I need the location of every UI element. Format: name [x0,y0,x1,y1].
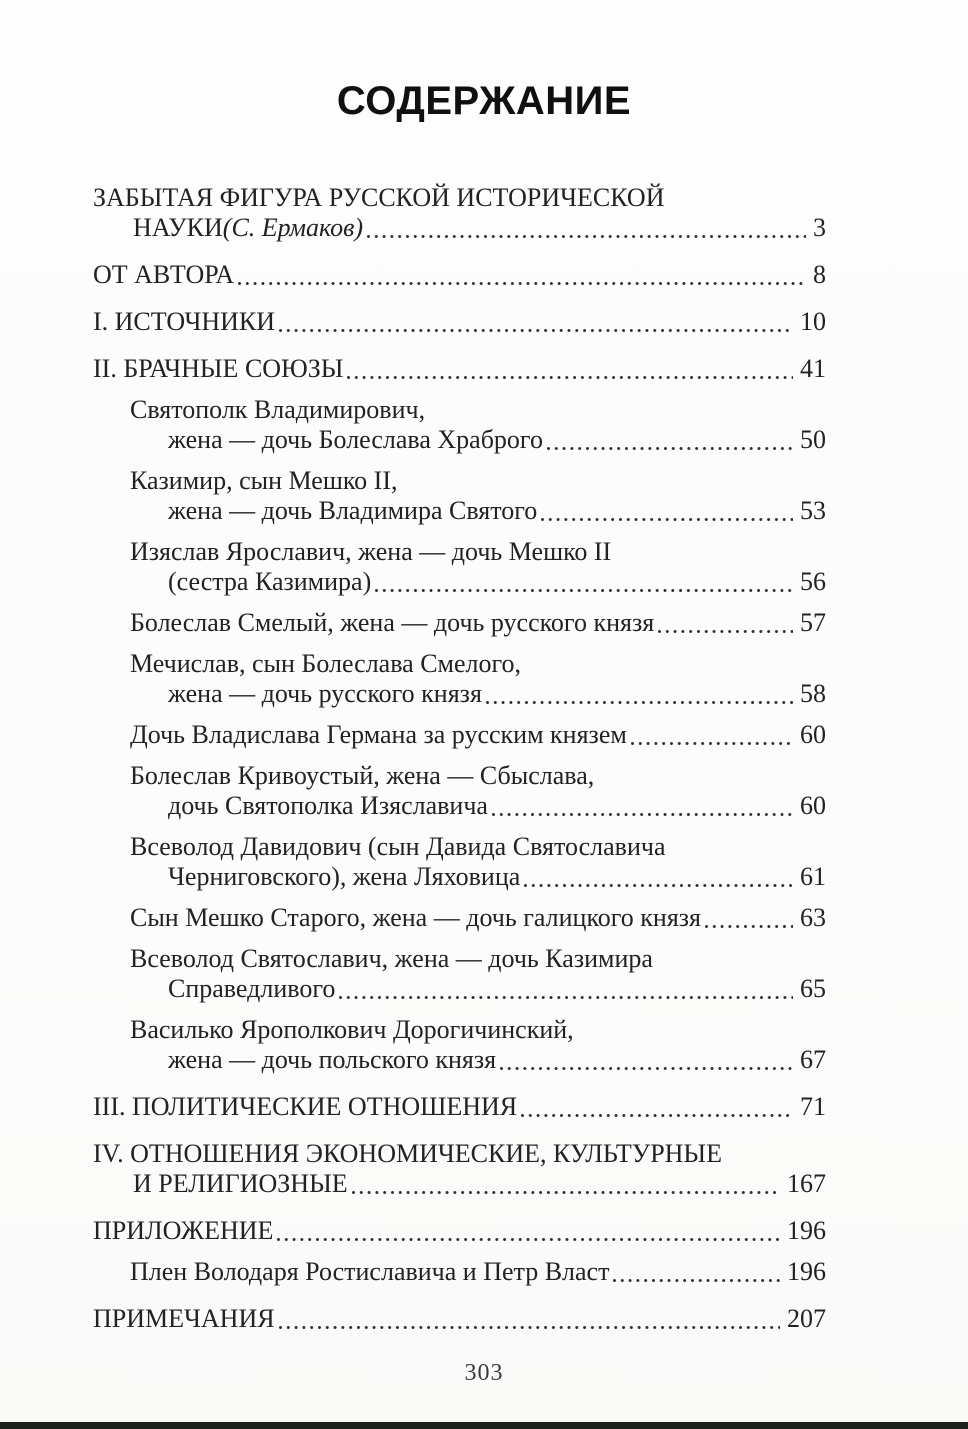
toc-entry-line [93,496,826,526]
toc-entry-text: (сестра Казимира) [168,567,372,596]
dot-leader [657,608,793,638]
toc-subentry [93,1015,826,1075]
toc-entry-line [93,425,826,455]
toc-entry-line [93,1139,826,1169]
toc-entry-line [93,466,826,496]
toc-entry [93,307,826,337]
scan-bottom-band [0,1422,968,1429]
toc-entry-text: Всеволод Святославич, жена — дочь Казимира [130,944,653,973]
toc-page-number: 3 [813,213,826,242]
toc-page-number: 8 [813,260,826,289]
toc-subentry [93,1257,826,1287]
toc-entry-text: Мечислав, сын Болеслава Смелого, [130,649,522,678]
toc-entry-line [93,183,826,213]
toc-entry-text: жена — дочь русского князя [168,679,482,708]
dot-leader [276,1216,780,1246]
toc-entry-text: Черниговского), жена Ляховица [168,862,521,891]
dot-leader [374,567,793,597]
toc-entry-line [93,1257,826,1287]
toc-entry-line [93,679,826,709]
toc-entry-text: Справедливого [168,974,336,1003]
toc-entry-line [93,1092,826,1122]
toc-entry-text: И РЕЛИГИОЗНЫЕ [133,1169,348,1198]
toc-subentry [93,761,826,821]
toc-entry-text: жена — дочь Владимира Святого [168,496,538,525]
toc-entry [93,1216,826,1246]
toc-entry-line [93,903,826,933]
table-of-contents [93,183,826,1334]
toc-page-number: 58 [800,679,826,708]
dot-leader [499,1045,793,1075]
toc-entry-line [93,974,826,1004]
toc-entry-line [93,537,826,567]
toc-page-number: 207 [787,1304,826,1333]
toc-page-number: 60 [800,720,826,749]
dot-leader [630,720,793,750]
toc-entry-line [93,720,826,750]
toc-entry-text: Болеслав Смелый, жена — дочь русского князя [130,608,655,637]
toc-entry [93,1304,826,1334]
toc-page-number: 167 [787,1169,826,1198]
dot-leader [704,903,793,933]
toc-entry-text: I. ИСТОЧНИКИ [93,307,276,336]
dot-leader [278,307,793,337]
toc-entry-line [93,395,826,425]
toc-entry-text: Плен Володаря Ростиславича и Петр Власт [130,1257,610,1286]
toc-entry-text: Изяслав Ярославич, жена — дочь Мешко II [130,537,612,566]
toc-entry-line [93,1015,826,1045]
toc-subentry [93,395,826,455]
dot-leader [351,1169,780,1199]
toc-entry-line [93,832,826,862]
toc-page-number: 57 [800,608,826,637]
toc-entry-text: III. ПОЛИТИЧЕСКИЕ ОТНОШЕНИЯ [93,1092,518,1121]
toc-entry-line [93,354,826,384]
toc-entry-line [93,1304,826,1334]
toc-entry [93,354,826,384]
toc-page-number: 60 [800,791,826,820]
toc-entry-text: дочь Святополка Изяславича [168,791,488,820]
dot-leader [237,260,806,290]
dot-leader [523,862,793,892]
toc-entry-line [93,1045,826,1075]
toc-entry-line [93,567,826,597]
dot-leader [366,213,806,243]
toc-entry-text: НАУКИ [133,213,223,242]
toc-entry-text: Дочь Владислава Германа за русским князем [130,720,627,749]
toc-page-number: 61 [800,862,826,891]
toc-entry [93,1092,826,1122]
toc-entry-author: (С. Ермаков) [222,213,364,242]
toc-entry-line [93,944,826,974]
dot-leader [491,791,793,821]
toc-entry-line [93,213,826,243]
toc-entry-text: Казимир, сын Мешко II, [130,466,398,495]
toc-entry [93,1139,826,1199]
toc-subentry [93,944,826,1004]
toc-entry-line [93,608,826,638]
dot-leader [540,496,793,526]
toc-entry-text: IV. ОТНОШЕНИЯ ЭКОНОМИЧЕСКИЕ, КУЛЬТУРНЫЕ [93,1139,722,1168]
dot-leader [612,1257,780,1287]
toc-entry [93,183,826,243]
page-title: СОДЕРЖАНИЕ [336,79,632,123]
toc-entry-text: жена — дочь Болеслава Храброго [168,425,543,454]
toc-entry-line [93,1216,826,1246]
toc-subentry [93,720,826,750]
toc-entry-text: ПРИЛОЖЕНИЕ [93,1216,274,1245]
toc-page-number: 71 [800,1092,826,1121]
toc-entry-line [93,761,826,791]
toc-page-number: 196 [787,1257,826,1286]
toc-page-number: 53 [800,496,826,525]
toc-entry-line [93,862,826,892]
toc-entry-text: Василько Ярополкович Дорогичинский, [130,1015,574,1044]
dot-leader [520,1092,793,1122]
toc-subentry [93,832,826,892]
folio-page-number: 303 [464,1360,504,1386]
toc-subentry [93,537,826,597]
toc-page-number: 50 [800,425,826,454]
toc-subentry [93,608,826,638]
toc-entry-text: II. БРАЧНЫЕ СОЮЗЫ [93,354,344,383]
toc-entry-line [93,260,826,290]
toc-entry-line [93,649,826,679]
dot-leader [278,1304,780,1334]
toc-entry-line [93,791,826,821]
toc-page-number: 56 [800,567,826,596]
dot-leader [338,974,793,1004]
dot-leader [346,354,793,384]
toc-page-number: 67 [800,1045,826,1074]
dot-leader [546,425,793,455]
dot-leader [485,679,793,709]
toc-entry-text: ЗАБЫТАЯ ФИГУРА РУССКОЙ ИСТОРИЧЕСКОЙ [93,183,665,212]
toc-page-number: 65 [800,974,826,1003]
toc-entry-text: Всеволод Давидович (сын Давида Святославича [130,832,666,861]
toc-subentry [93,649,826,709]
toc-page-number: 41 [800,354,826,383]
toc-entry-text: ОТ АВТОРА [93,260,235,289]
toc-entry [93,260,826,290]
toc-page-number: 63 [800,903,826,932]
toc-entry-line [93,307,826,337]
toc-entry-text: жена — дочь польского князя [168,1045,497,1074]
toc-entry-text: Сын Мешко Старого, жена — дочь галицкого князя [130,903,702,932]
toc-entry-text: ПРИМЕЧАНИЯ [93,1304,275,1333]
toc-subentry [93,903,826,933]
toc-page-number: 196 [787,1216,826,1245]
toc-page-number: 10 [800,307,826,336]
toc-entry-text: Святополк Владимирович, [130,395,426,424]
toc-subentry [93,466,826,526]
toc-entry-line [93,1169,826,1199]
toc-entry-text: Болеслав Кривоустый, жена — Сбыслава, [130,761,595,790]
